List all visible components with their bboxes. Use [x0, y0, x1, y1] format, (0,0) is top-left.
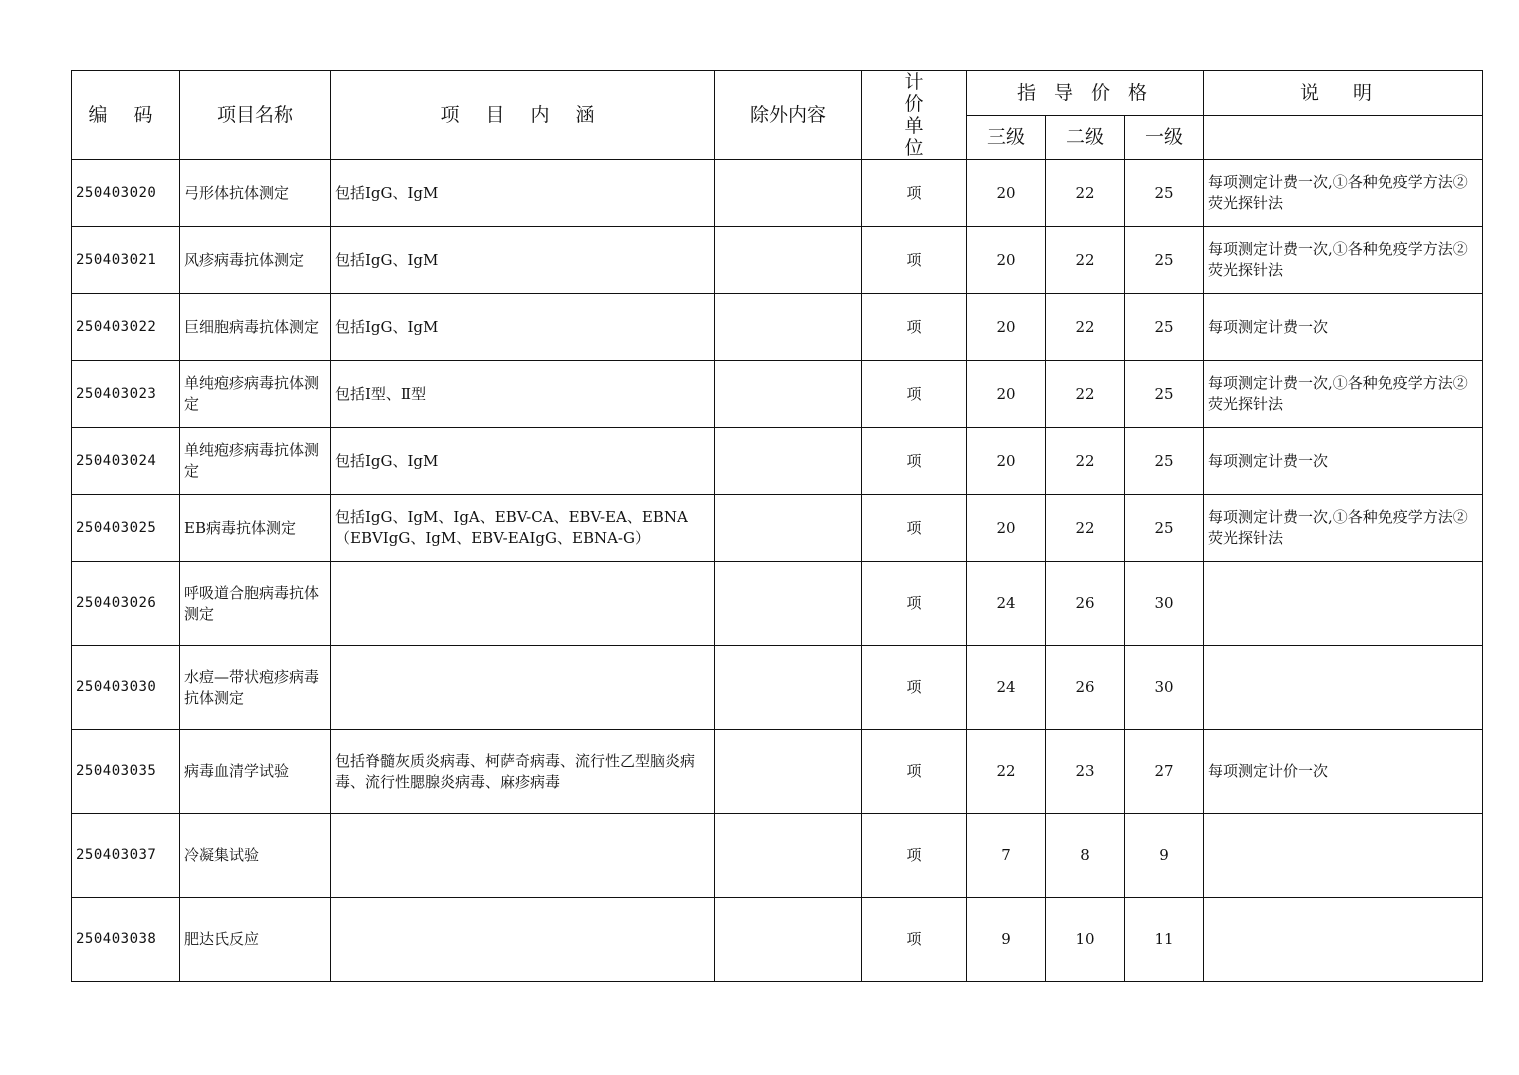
cell-notes — [1204, 646, 1483, 730]
cell-content: 包括IgG、IgM — [331, 160, 715, 227]
cell-code: 250403026 — [72, 562, 180, 646]
cell-price-level3: 22 — [967, 730, 1046, 814]
cell-price-level1: 25 — [1125, 361, 1204, 428]
cell-code: 250403035 — [72, 730, 180, 814]
cell-excluded — [715, 495, 862, 562]
price-table — [71, 70, 1483, 982]
table-row — [72, 562, 1483, 646]
cell-notes — [1204, 814, 1483, 898]
table-row — [72, 730, 1483, 814]
cell-price-level1: 25 — [1125, 294, 1204, 361]
cell-excluded — [715, 227, 862, 294]
cell-content — [331, 646, 715, 730]
cell-price-level3: 20 — [967, 428, 1046, 495]
cell-price-level1: 25 — [1125, 495, 1204, 562]
cell-notes: 每项测定计费一次 — [1204, 294, 1483, 361]
header-level2: 二级 — [1046, 115, 1125, 160]
cell-unit: 项 — [862, 160, 967, 227]
cell-content — [331, 898, 715, 982]
cell-price-level3: 20 — [967, 495, 1046, 562]
cell-price-level1: 30 — [1125, 562, 1204, 646]
cell-price-level3: 20 — [967, 294, 1046, 361]
cell-excluded — [715, 361, 862, 428]
cell-code: 250403023 — [72, 361, 180, 428]
cell-code: 250403021 — [72, 227, 180, 294]
table-row — [72, 428, 1483, 495]
cell-price-level2: 8 — [1046, 814, 1125, 898]
header-level3: 三级 — [967, 115, 1046, 160]
header-unit: 计价单位 — [862, 71, 967, 160]
cell-name: 风疹病毒抗体测定 — [180, 227, 331, 294]
cell-code: 250403030 — [72, 646, 180, 730]
cell-price-level3: 24 — [967, 646, 1046, 730]
cell-notes: 每项测定计费一次,①各种免疫学方法②荧光探针法 — [1204, 227, 1483, 294]
cell-excluded — [715, 814, 862, 898]
cell-name: 肥达氏反应 — [180, 898, 331, 982]
header-name: 项目名称 — [180, 71, 331, 160]
header-price-group: 指 导 价 格 — [967, 71, 1204, 116]
cell-unit: 项 — [862, 730, 967, 814]
cell-price-level3: 20 — [967, 361, 1046, 428]
header-code: 编 码 — [72, 71, 180, 160]
cell-price-level1: 25 — [1125, 428, 1204, 495]
cell-content: 包括脊髓灰质炎病毒、柯萨奇病毒、流行性乙型脑炎病毒、流行性腮腺炎病毒、麻疹病毒 — [331, 730, 715, 814]
table-row — [72, 160, 1483, 227]
cell-code: 250403022 — [72, 294, 180, 361]
table-row — [72, 646, 1483, 730]
header-notes-blank — [1204, 115, 1483, 160]
cell-excluded — [715, 898, 862, 982]
cell-price-level3: 20 — [967, 227, 1046, 294]
header-content: 项 目 内 涵 — [331, 71, 715, 160]
cell-price-level1: 9 — [1125, 814, 1204, 898]
cell-price-level2: 22 — [1046, 361, 1125, 428]
cell-unit: 项 — [862, 646, 967, 730]
cell-content: 包括IgG、IgM — [331, 227, 715, 294]
cell-notes: 每项测定计费一次,①各种免疫学方法②荧光探针法 — [1204, 361, 1483, 428]
cell-price-level2: 22 — [1046, 428, 1125, 495]
cell-unit: 项 — [862, 495, 967, 562]
cell-price-level3: 9 — [967, 898, 1046, 982]
cell-name: 弓形体抗体测定 — [180, 160, 331, 227]
cell-price-level2: 26 — [1046, 562, 1125, 646]
cell-unit: 项 — [862, 898, 967, 982]
cell-name: 呼吸道合胞病毒抗体测定 — [180, 562, 331, 646]
table-row — [72, 898, 1483, 982]
price-table-sheet — [71, 70, 1483, 982]
cell-name: 单纯疱疹病毒抗体测定 — [180, 428, 331, 495]
cell-excluded — [715, 294, 862, 361]
cell-price-level1: 25 — [1125, 160, 1204, 227]
table-row — [72, 814, 1483, 898]
cell-notes: 每项测定计费一次,①各种免疫学方法②荧光探针法 — [1204, 160, 1483, 227]
cell-content: 包括IgG、IgM — [331, 428, 715, 495]
table-row — [72, 227, 1483, 294]
cell-excluded — [715, 730, 862, 814]
cell-name: 冷凝集试验 — [180, 814, 331, 898]
cell-unit: 项 — [862, 814, 967, 898]
cell-price-level2: 22 — [1046, 160, 1125, 227]
cell-name: 巨细胞病毒抗体测定 — [180, 294, 331, 361]
cell-price-level2: 23 — [1046, 730, 1125, 814]
cell-price-level3: 24 — [967, 562, 1046, 646]
cell-excluded — [715, 646, 862, 730]
cell-excluded — [715, 160, 862, 227]
header-excluded: 除外内容 — [715, 71, 862, 160]
cell-price-level2: 26 — [1046, 646, 1125, 730]
cell-notes — [1204, 562, 1483, 646]
cell-unit: 项 — [862, 562, 967, 646]
cell-code: 250403024 — [72, 428, 180, 495]
header-notes: 说 明 — [1204, 71, 1483, 116]
cell-unit: 项 — [862, 428, 967, 495]
cell-price-level1: 27 — [1125, 730, 1204, 814]
cell-price-level1: 30 — [1125, 646, 1204, 730]
cell-price-level1: 11 — [1125, 898, 1204, 982]
cell-price-level2: 22 — [1046, 227, 1125, 294]
cell-excluded — [715, 428, 862, 495]
cell-price-level1: 25 — [1125, 227, 1204, 294]
cell-content: 包括Ⅰ型、Ⅱ型 — [331, 361, 715, 428]
cell-excluded — [715, 562, 862, 646]
cell-price-level3: 7 — [967, 814, 1046, 898]
table-row — [72, 495, 1483, 562]
cell-name: 水痘—带状疱疹病毒抗体测定 — [180, 646, 331, 730]
cell-name: EB病毒抗体测定 — [180, 495, 331, 562]
cell-notes — [1204, 898, 1483, 982]
cell-content — [331, 814, 715, 898]
cell-notes: 每项测定计费一次,①各种免疫学方法②荧光探针法 — [1204, 495, 1483, 562]
cell-content — [331, 562, 715, 646]
table-row — [72, 294, 1483, 361]
table-row — [72, 361, 1483, 428]
cell-code: 250403025 — [72, 495, 180, 562]
cell-unit: 项 — [862, 227, 967, 294]
cell-notes: 每项测定计费一次 — [1204, 428, 1483, 495]
cell-price-level2: 22 — [1046, 294, 1125, 361]
cell-unit: 项 — [862, 361, 967, 428]
cell-name: 单纯疱疹病毒抗体测定 — [180, 361, 331, 428]
cell-code: 250403038 — [72, 898, 180, 982]
cell-code: 250403037 — [72, 814, 180, 898]
cell-price-level2: 22 — [1046, 495, 1125, 562]
cell-content: 包括IgG、IgM、IgA、EBV-CA、EBV-EA、EBNA（EBVIgG、IgM、EBV-EAIgG、EBNA-G） — [331, 495, 715, 562]
cell-content: 包括IgG、IgM — [331, 294, 715, 361]
cell-unit: 项 — [862, 294, 967, 361]
cell-price-level2: 10 — [1046, 898, 1125, 982]
header-level1: 一级 — [1125, 115, 1204, 160]
cell-price-level3: 20 — [967, 160, 1046, 227]
cell-name: 病毒血清学试验 — [180, 730, 331, 814]
cell-code: 250403020 — [72, 160, 180, 227]
cell-notes: 每项测定计价一次 — [1204, 730, 1483, 814]
